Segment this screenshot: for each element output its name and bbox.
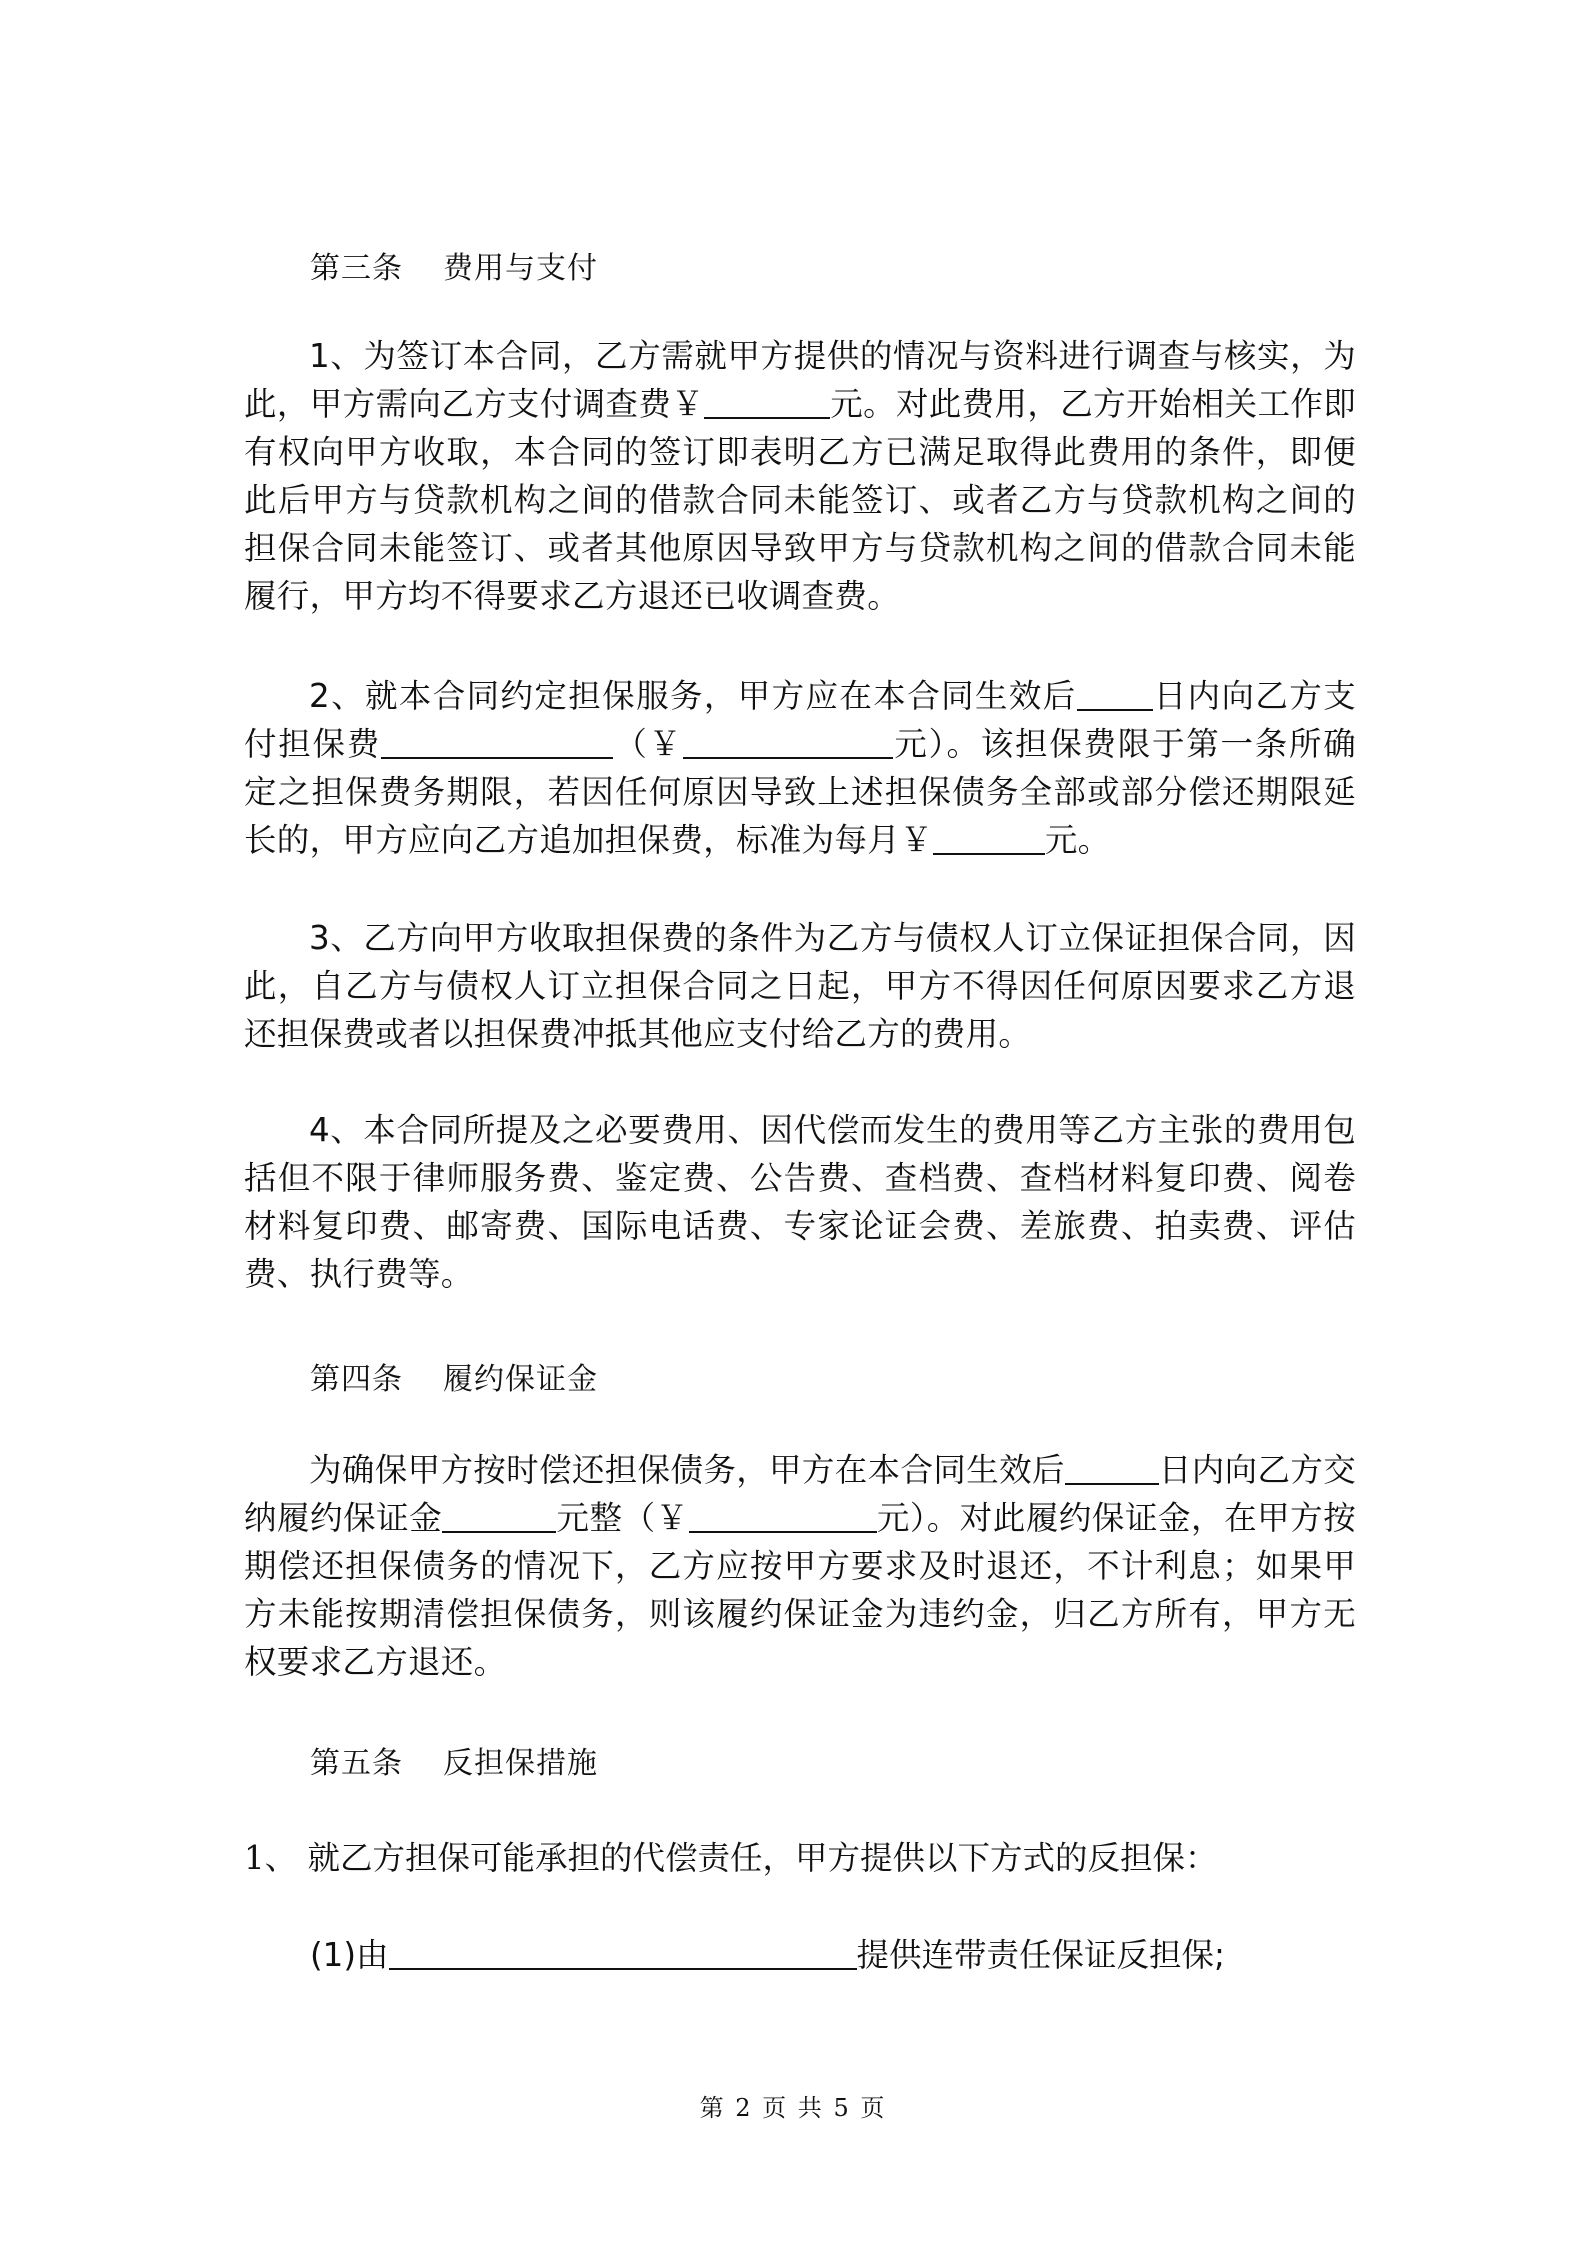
article-4-paragraph-1 bbox=[244, 1446, 1356, 1686]
article-3-paragraph-3: 3、乙方向甲方收取担保费的条件为乙方与债权人订立保证担保合同，因此，自乙方与债权人订立担保合同之日起，甲方不得因任何原因要求乙方退还担保费或者以担保费冲抵其他应支付给乙方的费用。 bbox=[244, 919, 1356, 1053]
item-text: 提供连带责任保证反担保; bbox=[856, 1936, 1225, 1974]
page-number-footer: 第 2 页 共 5 页 bbox=[699, 2094, 887, 2122]
item-text: 就乙方担保可能承担的代偿责任，甲方提供以下方式的反担保： bbox=[307, 1839, 1218, 1877]
item-text: (1)由 bbox=[310, 1936, 389, 1974]
paragraph-text: 元。对此费用，乙方开始相关工作即有权向甲方收取，本合同的签订即表明乙方已满足取得此费用的条件，即便此后甲方与贷款机构之间的借款合同未能签订、或者乙方与贷款机构之间的担保合同未能签订、或者其他原因导致甲方与贷款机构之间的借款合同未能履行，甲方均不得要求乙方退还已收调查费。 bbox=[244, 385, 1356, 615]
paragraph-text: 日内向乙方支付担保费 bbox=[244, 677, 1356, 763]
fill-in-blank[interactable] bbox=[1077, 679, 1153, 711]
fill-in-blank[interactable] bbox=[683, 727, 893, 759]
paragraph-text: 元）。对此履约保证金，在甲方按期偿还担保债务的情况下，乙方应按甲方要求及时退还，不计利息；如果甲方未能按期清偿担保债务，则该履约保证金为违约金，归乙方所有，甲方无权要求乙方退还。 bbox=[244, 1499, 1356, 1681]
article-title: 履约保证金 bbox=[443, 1362, 598, 1397]
paragraph-text: 元）。该担保费限于第一条所确定之担保费务期限，若因任何原因导致上述担保债务全部或部分偿还期限延长的，甲方应向乙方追加担保费，标准为每月￥ bbox=[244, 725, 1356, 859]
fill-in-blank[interactable] bbox=[933, 823, 1045, 855]
article-3-paragraph-2 bbox=[244, 672, 1356, 864]
paragraph-text: 日内向乙方交纳履约保证金 bbox=[244, 1451, 1356, 1537]
paragraph-text: 1、为签订本合同，乙方需就甲方提供的情况与资料进行调查与核实，为此，甲方需向乙方支付调查费￥ bbox=[244, 337, 1356, 423]
paragraph-text: 为确保甲方按时偿还担保债务，甲方在本合同生效后 bbox=[309, 1451, 1065, 1489]
article-5-heading bbox=[310, 1738, 598, 1782]
article-5-item-1 bbox=[244, 1834, 1218, 1882]
article-label: 第五条 bbox=[310, 1746, 403, 1781]
fill-in-blank[interactable] bbox=[1065, 1453, 1159, 1485]
fill-in-blank[interactable] bbox=[381, 727, 613, 759]
article-5-item-1-1 bbox=[310, 1931, 1225, 1979]
fill-in-blank[interactable] bbox=[704, 387, 830, 419]
fill-in-blank[interactable] bbox=[689, 1501, 877, 1533]
article-title: 费用与支付 bbox=[443, 251, 598, 286]
item-number: 1、 bbox=[244, 1839, 298, 1877]
fill-in-blank[interactable] bbox=[389, 1938, 857, 1970]
fill-in-blank[interactable] bbox=[442, 1501, 556, 1533]
paragraph-text: 元整（￥ bbox=[556, 1499, 689, 1537]
paragraph-text: （￥ bbox=[612, 725, 683, 763]
article-4-heading bbox=[310, 1354, 598, 1398]
paragraph-text: 2、就本合同约定担保服务，甲方应在本合同生效后 bbox=[309, 677, 1077, 715]
article-3-paragraph-1 bbox=[244, 332, 1356, 620]
article-label: 第三条 bbox=[310, 251, 403, 286]
article-label: 第四条 bbox=[310, 1362, 403, 1397]
article-title: 反担保措施 bbox=[443, 1746, 598, 1781]
article-3-heading bbox=[310, 243, 598, 287]
article-3-paragraph-4: 4、本合同所提及之必要费用、因代偿而发生的费用等乙方主张的费用包括但不限于律师服务费、鉴定费、公告费、查档费、查档材料复印费、阅卷材料复印费、邮寄费、国际电话费、专家论证会费、差旅费、拍卖费、评估费、执行费等。 bbox=[244, 1111, 1356, 1293]
paragraph-text: 元。 bbox=[1044, 821, 1111, 859]
